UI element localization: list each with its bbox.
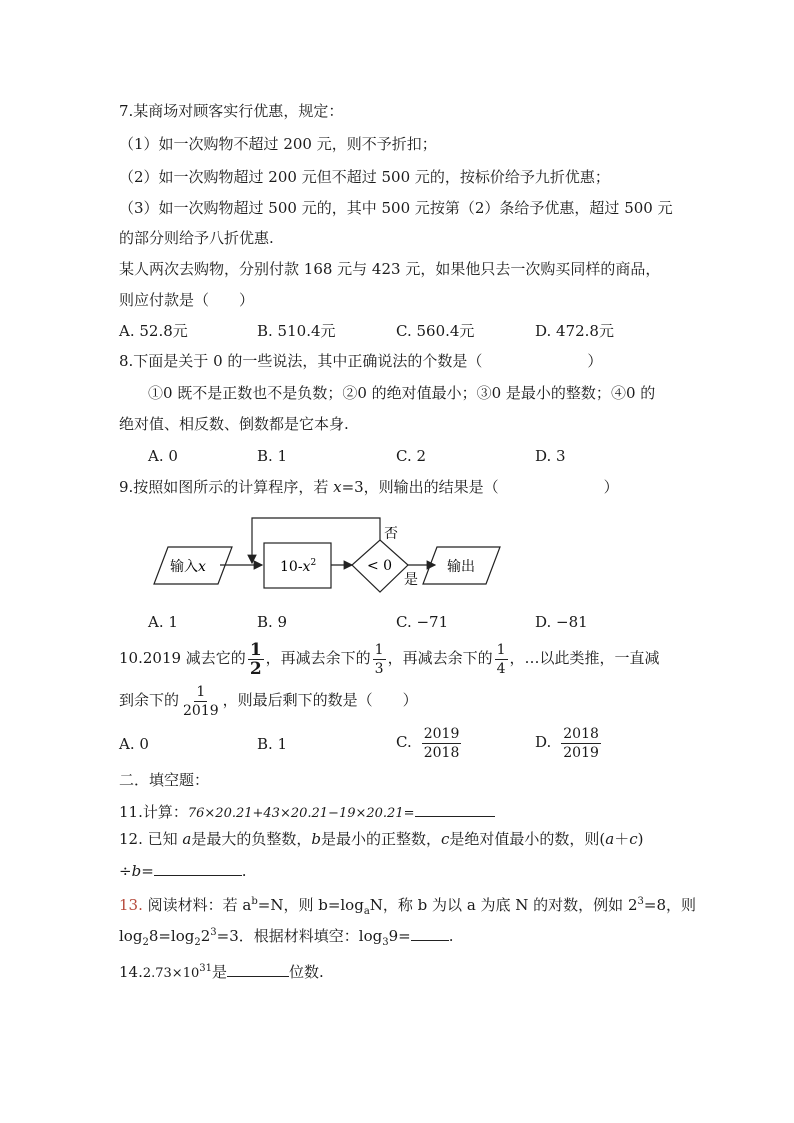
q7-option-c: C. 560.4元: [396, 322, 475, 340]
flow-yes-label: 是: [404, 572, 418, 588]
flow-output-label: 输出: [447, 559, 475, 575]
q7-ask2: 则应付款是（ ）: [119, 291, 255, 309]
q9-option-d: D. −81: [535, 613, 588, 631]
flow-decision-label: < 0: [367, 558, 393, 574]
q8-stem: 8.下面是关于 0 的一些说法，其中正确说法的个数是（ ）: [119, 352, 603, 370]
fraction-half: $\frac{1}{2}$: [249, 639, 262, 679]
q7-option-a: A. 52.8元: [119, 322, 188, 340]
q9-flowchart: [150, 512, 510, 594]
q9-option-b: B. 9: [257, 613, 288, 631]
q12-line1: 12. 已知 a是最大的负整数，b是最小的正整数，c是绝对值最小的数，则(a＋c): [119, 830, 644, 848]
fraction-1-2019: $\frac{1}{2019}$: [183, 683, 219, 719]
fraction-quarter: $\frac{1}{4}$: [496, 641, 506, 677]
q10-line1: 10.2019 减去它的 $\frac{1}{2}$ ，再减去余下的 $\frac{1}{3}$ ，再减去余下的 $\frac{1}{4}$ ，…以此类推，一直减: [119, 639, 660, 679]
q13-line1: 13. 阅读材料：若 $a^b=N$，则 $b=\log_aN$，称 b 为以 a 为底 N 的对数，例如 $2^3=8$，则: [119, 896, 696, 917]
q8-option-a: A. 0: [148, 447, 178, 465]
flow-loop-line: [252, 518, 380, 563]
flow-input-label: 输入x: [170, 559, 206, 575]
q10-option-a: A. 0: [119, 735, 149, 753]
section-title-fill-in: 二．填空题：: [119, 771, 210, 789]
q7-option-d: D. 472.8元: [535, 322, 614, 340]
flow-no-label: 否: [384, 526, 398, 542]
q11: 11.计算：76×20.21+43×20.21−19×20.21=: [119, 800, 495, 825]
q7-rule2: （2）如一次购物超过 200 元但不超过 500 元的，按标价给予九折优惠；: [119, 168, 610, 186]
fraction-third: $\frac{1}{3}$: [374, 641, 384, 677]
q10-line2: 到余下的 $\frac{1}{2019}$ ，则最后剩下的数是（ ）: [119, 683, 418, 719]
q8-option-b: B. 1: [257, 447, 288, 465]
q7-rule3a: （3）如一次购物超过 500 元的，其中 500 元按第（2）条给予优惠，超过 500 元: [119, 199, 673, 217]
q11-answer-blank[interactable]: [415, 800, 495, 817]
q14: $14.2.73\times 10^{31}$是 位数.: [119, 958, 324, 985]
q9-stem: 9.按照如图所示的计算程序，若 x=3，则输出的结果是（ ）: [119, 478, 619, 496]
q10-option-c: C. $\frac{2019}{2018}$: [396, 725, 460, 761]
q7-rule3b: 的部分则给予八折优惠.: [119, 229, 274, 247]
q9-option-c: C. −71: [396, 613, 449, 631]
q7-ask1: 某人两次去购物，分别付款 168 元与 423 元，如果他只去一次购买同样的商品，: [119, 260, 661, 278]
q13-line2: $\log_28=\log_22^3=3$．根据材料填空：$\log_39=$ .: [119, 922, 453, 954]
q8-option-c: C. 2: [396, 447, 427, 465]
q13-answer-blank[interactable]: [411, 924, 449, 941]
q14-answer-blank[interactable]: [227, 960, 289, 977]
q12-answer-blank[interactable]: [154, 859, 242, 876]
q9-option-a: A. 1: [148, 613, 178, 631]
q8-body1: ①0 既不是正数也不是负数；②0 的绝对值最小；③0 是最小的整数；④0 的: [148, 384, 656, 402]
q10-option-d: D. $\frac{2018}{2019}$: [535, 725, 599, 761]
q7-rule1: （1）如一次购物不超过 200 元，则不予折扣；: [119, 135, 437, 153]
q7-option-b: B. 510.4元: [257, 322, 336, 340]
q12-line2: ÷b= .: [119, 859, 247, 882]
flow-process-label: $10-x^2$: [280, 558, 317, 575]
q7-stem: 7.某商场对顾客实行优惠，规定：: [119, 102, 344, 120]
q8-body2: 绝对值、相反数、倒数都是它本身.: [119, 415, 349, 433]
q8-option-d: D. 3: [535, 447, 566, 465]
q10-option-b: B. 1: [257, 735, 288, 753]
